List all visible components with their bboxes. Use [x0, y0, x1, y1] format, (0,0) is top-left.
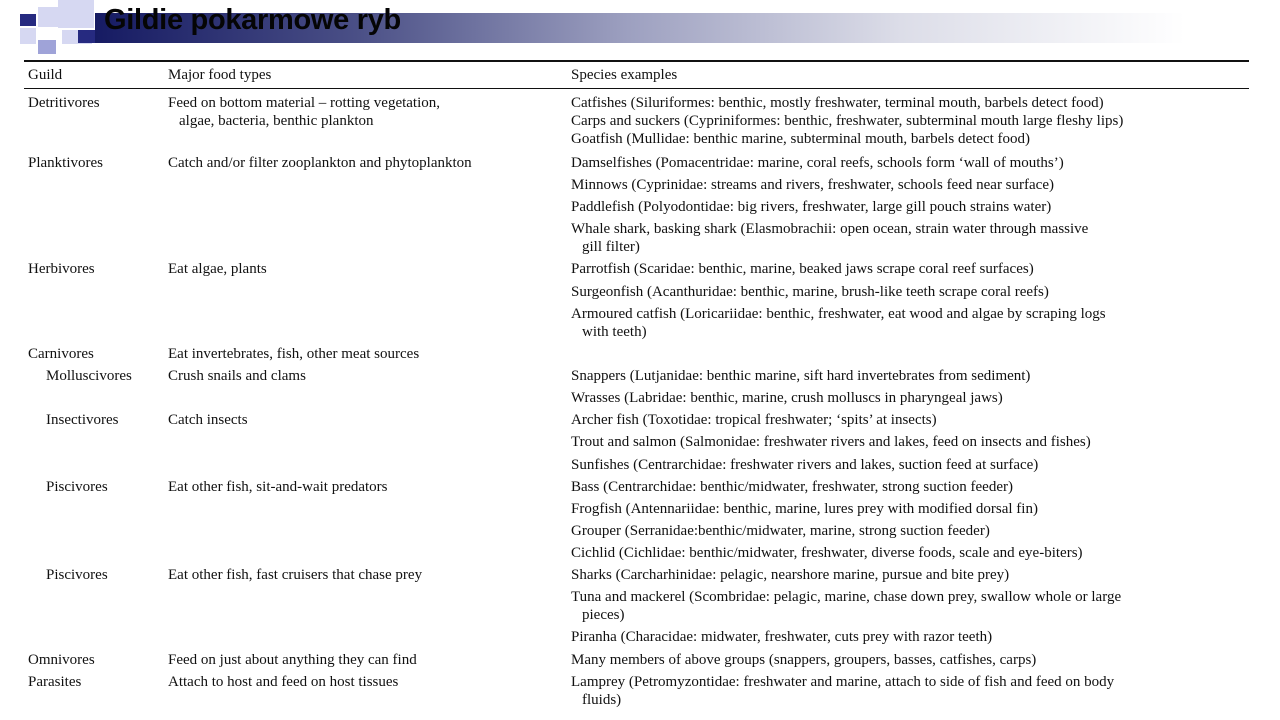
species-example: Bass (Centrarchidae: benthic/midwater, freshwater, strong suction feeder) [571, 479, 1013, 495]
guild-name: Insectivores [46, 412, 119, 428]
species-example: Surgeonfish (Acanthuridae: benthic, marine, brush-like teeth scrape coral reefs) [571, 284, 1049, 300]
guild-name: Herbivores [28, 261, 95, 277]
column-header-food: Major food types [168, 67, 272, 83]
food-type-text: Crush snails and clams [168, 368, 306, 384]
column-header-species: Species examples [571, 67, 678, 83]
species-example: Whale shark, basking shark (Elasmobrachii: open ocean, strain water through massive [571, 221, 1089, 237]
species-example: Cichlid (Cichlidae: benthic/midwater, freshwater, diverse foods, scale and eye-biters) [571, 545, 1083, 561]
species-example: Many members of above groups (snappers, groupers, basses, catfishes, carps) [571, 652, 1037, 668]
guild-name: Carnivores [28, 346, 94, 362]
species-example: Grouper (Serranidae:benthic/midwater, marine, strong suction feeder) [571, 523, 990, 539]
species-example: Tuna and mackerel (Scombridae: pelagic, marine, chase down prey, swallow whole or large [571, 589, 1122, 605]
species-example: Carps and suckers (Cypriniformes: benthic, freshwater, subterminal mouth large fleshy lips) [571, 113, 1124, 129]
species-example: Frogfish (Antennariidae: benthic, marine, lures prey with modified dorsal fin) [571, 501, 1038, 517]
guild-name: Piscivores [46, 479, 108, 495]
food-type-text: Catch insects [168, 412, 248, 428]
food-type-text: Eat other fish, sit-and-wait predators [168, 479, 388, 495]
food-type-text: Attach to host and feed on host tissues [168, 674, 399, 690]
species-example: pieces) [582, 607, 625, 623]
species-example: Archer fish (Toxotidae: tropical freshwater; ‘spits’ at insects) [571, 412, 937, 428]
species-example: Trout and salmon (Salmonidae: freshwater rivers and lakes, feed on insects and fishes) [571, 434, 1091, 450]
species-example: Sunfishes (Centrarchidae: freshwater rivers and lakes, suction feed at surface) [571, 457, 1039, 473]
guild-name: Molluscivores [46, 368, 132, 384]
species-example: gill filter) [582, 239, 640, 255]
species-example: Armoured catfish (Loricariidae: benthic, freshwater, eat wood and algae by scraping logs [571, 306, 1106, 322]
guild-name: Piscivores [46, 567, 108, 583]
species-example: Minnows (Cyprinidae: streams and rivers, freshwater, schools feed near surface) [571, 177, 1054, 193]
food-type-text: Eat invertebrates, fish, other meat sources [168, 346, 420, 362]
food-type-text: Feed on bottom material – rotting vegetation, [168, 95, 441, 111]
guild-name: Planktivores [28, 155, 103, 171]
food-type-text: Catch and/or filter zooplankton and phytoplankton [168, 155, 472, 171]
species-example: fluids) [582, 692, 622, 708]
column-header-guild: Guild [28, 67, 63, 83]
guild-name: Parasites [28, 674, 82, 690]
species-example: Catfishes (Siluriformes: benthic, mostly freshwater, terminal mouth, barbels detect food) [571, 95, 1104, 111]
page-title: Gildie pokarmowe ryb [104, 4, 401, 36]
species-example: Damselfishes (Pomacentridae: marine, coral reefs, schools form ‘wall of mouths’) [571, 155, 1064, 171]
food-type-text: Eat other fish, fast cruisers that chase prey [168, 567, 423, 583]
species-example: Paddlefish (Polyodontidae: big rivers, freshwater, large gill pouch strains water) [571, 199, 1052, 215]
species-example: Goatfish (Mullidae: benthic marine, subterminal mouth, barbels detect food) [571, 131, 1031, 147]
food-type-text: Eat algae, plants [168, 261, 267, 277]
species-example: Piranha (Characidae: midwater, freshwater, cuts prey with razor teeth) [571, 629, 993, 645]
species-example: Wrasses (Labridae: benthic, marine, crush molluscs in pharyngeal jaws) [571, 390, 1003, 406]
species-example: Lamprey (Petromyzontidae: freshwater and marine, attach to side of fish and feed on body [571, 674, 1115, 690]
food-type-text: algae, bacteria, benthic plankton [179, 113, 374, 129]
food-type-text: Feed on just about anything they can find [168, 652, 417, 668]
species-example: Sharks (Carcharhinidae: pelagic, nearshore marine, pursue and bite prey) [571, 567, 1010, 583]
species-example: Snappers (Lutjanidae: benthic marine, sift hard invertebrates from sediment) [571, 368, 1031, 384]
species-example: with teeth) [582, 324, 647, 340]
guild-name: Detritivores [28, 95, 100, 111]
guild-name: Omnivores [28, 652, 95, 668]
species-example: Parrotfish (Scaridae: benthic, marine, beaked jaws scrape coral reef surfaces) [571, 261, 1034, 277]
